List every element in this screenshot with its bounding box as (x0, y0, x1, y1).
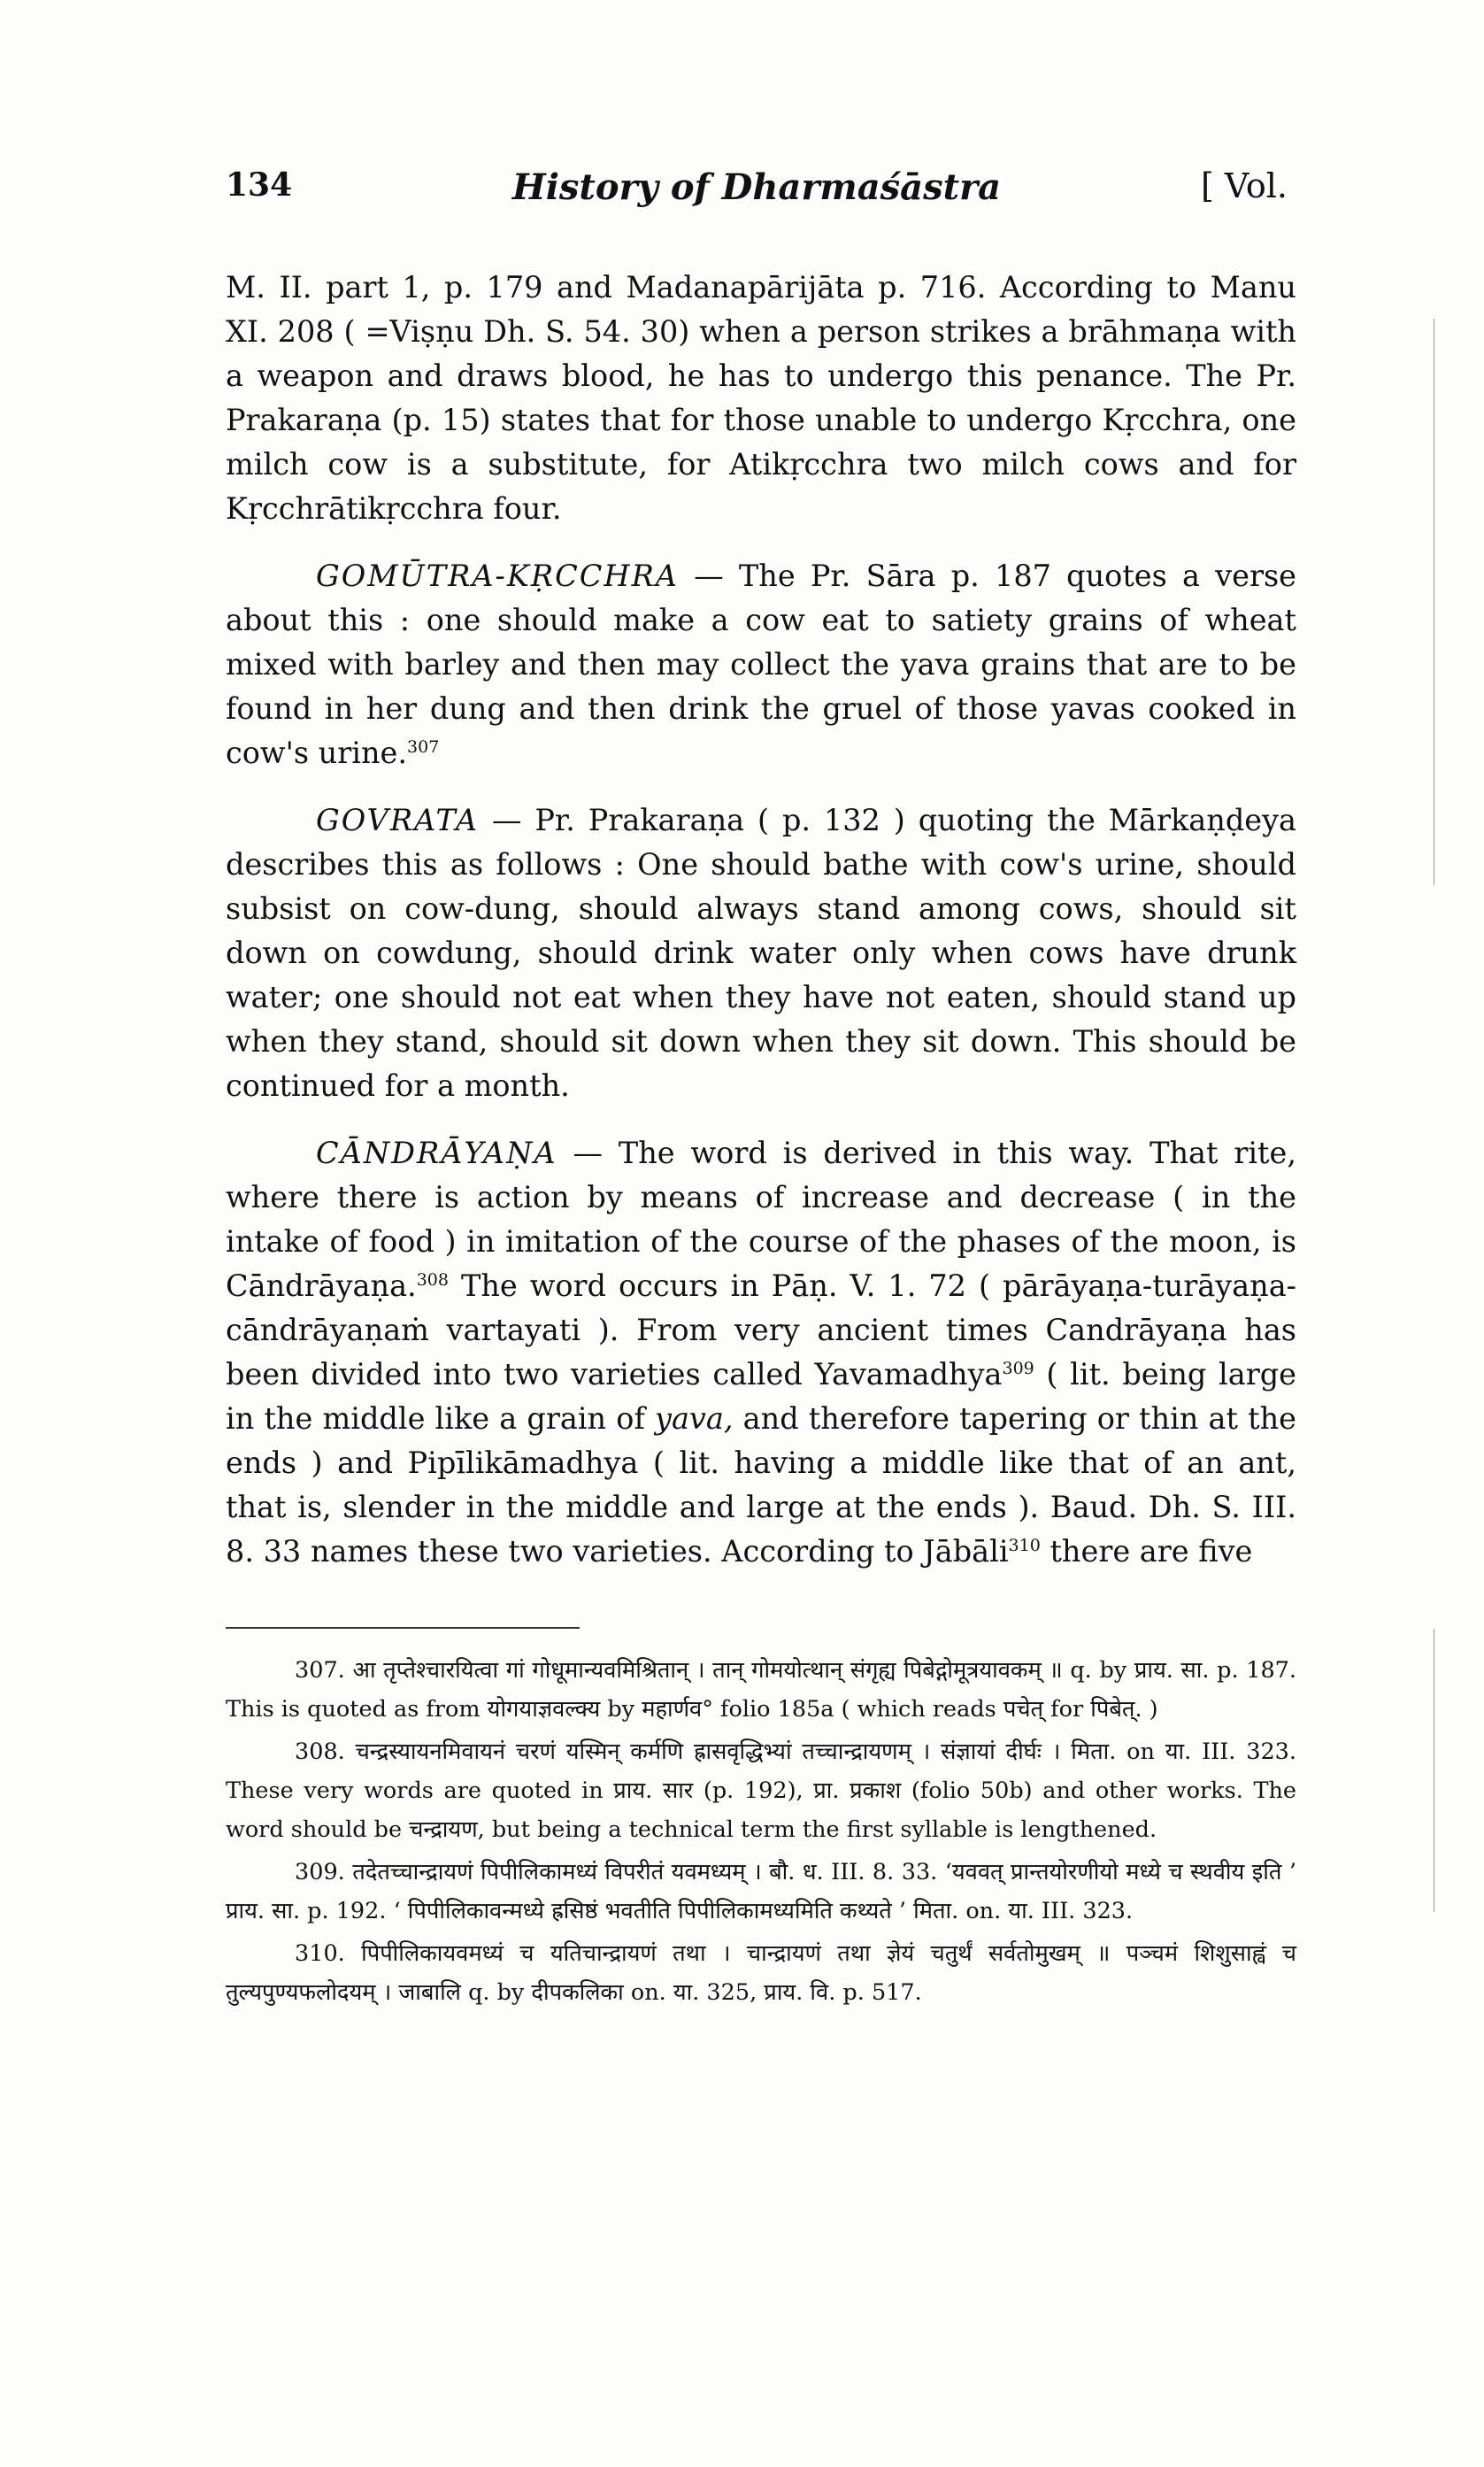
page-number: 134 (226, 166, 293, 204)
footnote: 307. आ तृप्तेश्चारयित्वा गां गोधूमान्यवमिश्रितान् । तान् गोमयोत्थान् संगृह्य पिबेद्गोमूत्रयावकम् ॥ q. by प्राय. सा. p. 187. This is quoted as from योगयाज्ञवल्क्य by महार्णव° folio 185a ( which reads पचेत् for पिबेत्. ) (226, 1657, 1296, 1723)
paragraph-text: — The Pr. Sāra p. 187 quotes a verse about this : one should make a cow eat to satiety grains of wheat mixed with barley and then may collect the yava grains that are to be found in her dung and then drink the gruel of those yavas cooked in cow's urine. (226, 559, 1296, 770)
paragraph-candrayana (226, 1131, 1296, 1574)
paragraph-intro (226, 266, 1296, 531)
footnote-ref: 307 (407, 736, 440, 757)
footnote: 310. पिपीलिकायवमध्यं च यतिचान्द्रायणं तथा । चान्द्रायणं तथा ज्ञेयं चतुर्थं सर्वतोमुखम् ॥ पञ्चमं शिशुसाह्वं च तुल्यपुण्यफलोदयम् । जाबालि q. by दीपकलिका on. या. 325, प्राय. वि. p. 517. (226, 1940, 1296, 2006)
paragraph-govrata (226, 798, 1296, 1108)
footnotes (226, 1651, 1296, 2016)
footnote: 309. तदेतच्चान्द्रायणं पिपीलिकामध्यं विपरीतं यवमध्यम् । बौ. ध. III. 8. 33. ‘यववत् प्रान्तयोरणीयो मध्ये च स्थवीय इति ’ प्राय. सा. p. 192. ‘ पिपीलिकावन्मध्ये ह्रसिष्ठं भवतीति पिपीलिकामध्यमिति कथ्यते ’ मिता. on. या. III. 323. (226, 1859, 1296, 1924)
main-text (226, 266, 1296, 1597)
section-heading: GOMŪTRA-KṚCCHRA (316, 559, 679, 593)
paragraph-text: there are five (1040, 1534, 1253, 1569)
running-title: History of Dharmaśāstra (511, 166, 1002, 208)
paragraph-text: and therefore tapering or thin at the ends ) and Pipīlikāmadhya ( lit. having a middle like that of an ant, that is, slender in the middle and large at the ends ). Baud. Dh. S. III. 8. 33 names these two varieties. According to Jābāli (226, 1401, 1296, 1569)
section-heading: CĀNDRĀYAṆA (316, 1136, 557, 1170)
paragraph-text: — The word is derived in this way. That rite, where there is action by means of increase and decrease ( in the intake of food ) in imitation of the course of the phases of the moon, is Cāndrāyaṇa. (226, 1136, 1296, 1303)
paragraph-text: The word occurs in Pāṇ. V. 1. 72 ( pārāyaṇa-turāyaṇa-cāndrāyaṇaṁ vartayati ). From very ancient times Candrāyaṇa has been divided into two varieties called Yavamadhya (226, 1268, 1296, 1392)
paragraph-text: — Pr. Prakaraṇa ( p. 132 ) quoting the Mārkaṇḍeya describes this as follows : One should bathe with cow's urine, should subsist on cow-dung, should always stand among cows, should sit down on cowdung, should drink water only when cows have drunk water; one should not eat when they have not eaten, should stand up when they stand, should sit down when they sit down. This should be continued for a month. (226, 803, 1297, 1103)
section-heading: GOVRATA (316, 803, 480, 837)
footnote: 308. चन्द्रस्यायनमिवायनं चरणं यस्मिन् कर्मणि ह्रासवृद्धिभ्यां तच्चान्द्रायणम् । संज्ञायां दीर्घः । मिता. on या. III. 323. These very words are quoted in प्राय. सार (p. 192), प्रा. प्रकाश (folio 50b) and other works. The word should be चन्द्रायण, but being a technical term the first syllable is lengthened. (226, 1738, 1296, 1843)
footnote-ref: 308 (416, 1269, 449, 1290)
paragraph-text: ( lit. being large in the middle like a grain of (226, 1357, 1296, 1436)
volume-label: [ Vol. (1201, 166, 1288, 205)
paragraph-text: M. II. part 1, p. 179 and Madanapārijāta p. 716. According to Manu XI. 208 ( =Viṣṇu Dh. S. 54. 30) when a person strikes a brāhmaṇa with a weapon and draws blood, he has to undergo this penance. The Pr. Prakaraṇa (p. 15) states that for those unable to undergo Kṛcchra, one milch cow is a substitute, for Atikṛcchra two milch cows and for Kṛcchrātikṛcchra four. (226, 270, 1296, 526)
footnote-ref: 309 (1002, 1358, 1034, 1378)
paragraph-gomutra (226, 554, 1296, 775)
page-header (226, 166, 1288, 220)
italic-term: yava, (655, 1401, 734, 1436)
footnote-divider (226, 1627, 580, 1629)
footnote-ref: 310 (1008, 1535, 1041, 1555)
